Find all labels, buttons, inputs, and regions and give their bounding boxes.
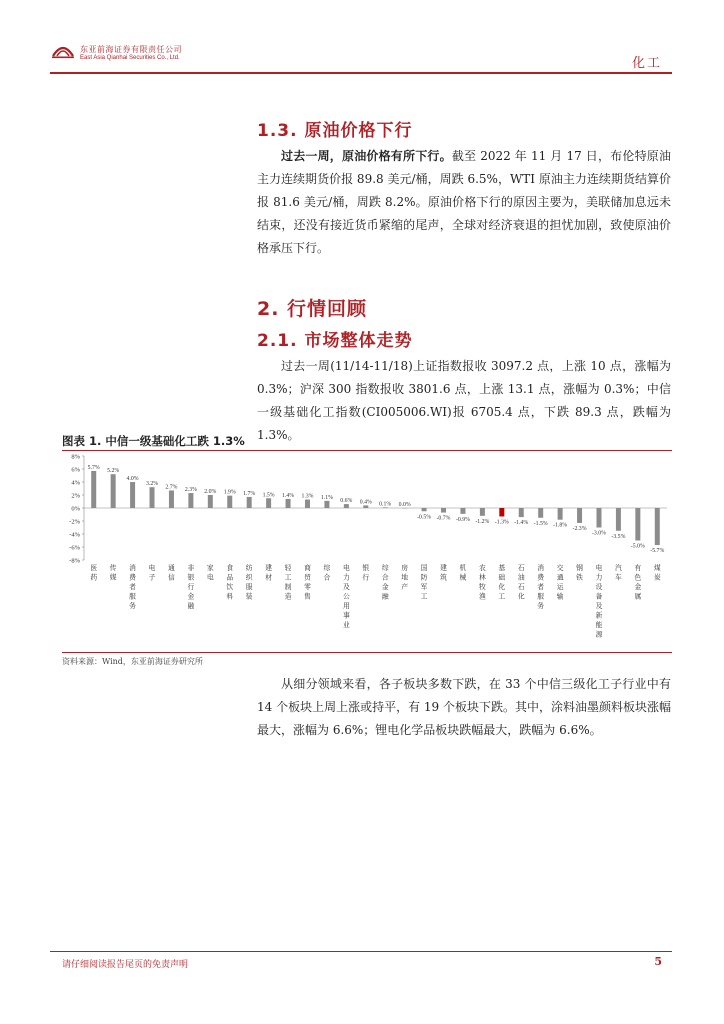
- data-label: 2.7%: [165, 484, 178, 491]
- data-label: 3.2%: [145, 481, 159, 488]
- section-1-3-lead: 过去一周，原油价格有所下行。: [281, 149, 452, 163]
- data-label: 2.0%: [204, 489, 217, 495]
- category-label: 农林牧渔: [478, 565, 486, 601]
- data-label: -5.0%: [630, 543, 645, 550]
- section-2-heading: 2. 行情回顾: [257, 298, 368, 320]
- data-label: 5.7%: [87, 464, 100, 471]
- data-label: -0.7%: [436, 515, 451, 522]
- category-label: 纺织服装: [245, 565, 253, 601]
- data-label: -3.5%: [611, 533, 626, 540]
- y-tick-label: -8%: [69, 557, 80, 565]
- data-label: 0.1%: [379, 501, 392, 508]
- bar-7: [227, 496, 232, 508]
- category-label: 国防军工: [420, 565, 428, 601]
- section-1-3-body: 截至 2022 年 11 月 17 日，布伦特原油主力连续期货价报 89.8 美元/桶，周跌 6.5%，WTI 原油主力连续期货结算价报 81.6 美元/桶，周跌 8.2%。原油价格下行的原因主要为，美联储加息远未结束，还没有接近货币紧缩的尾声，全球对经济衰退的担忧加剧，致使原油价格承压下行。: [257, 149, 671, 255]
- bar-28: [635, 508, 640, 541]
- category-label: 商贸零售: [304, 565, 311, 601]
- page-number: 5: [654, 955, 662, 968]
- bar-4: [169, 490, 174, 508]
- category-label: 综合金融: [381, 565, 389, 601]
- bar-26: [596, 508, 601, 528]
- category-label: 非银行金融: [187, 565, 195, 610]
- bar-0: [91, 471, 96, 508]
- data-label: 0.4%: [359, 499, 372, 506]
- data-label: 0.6%: [340, 498, 353, 505]
- category-label: 食品饮料: [226, 565, 234, 601]
- category-label: 家电: [206, 565, 214, 582]
- y-tick-label: 4%: [71, 479, 80, 487]
- bar-14: [363, 505, 368, 508]
- category-label: 有色金属: [634, 565, 642, 601]
- page-header: [0, 0, 724, 80]
- data-label: 0.0%: [398, 502, 411, 508]
- category-label: 机械: [459, 565, 467, 582]
- section-2-1-heading: 2.1. 市场整体走势: [257, 331, 413, 351]
- data-label: 1.9%: [223, 489, 236, 496]
- company-name-en: East Asia Qianhai Securities Co., Ltd.: [80, 55, 180, 61]
- bar-15: [383, 507, 388, 508]
- data-label: 1.5%: [262, 492, 275, 499]
- category-label: 传媒: [109, 565, 117, 582]
- footer-disclaimer: 请仔细阅读报告尾页的免责声明: [62, 960, 189, 970]
- data-label: -0.9%: [455, 516, 470, 523]
- data-label: -5.7%: [650, 548, 665, 555]
- category-label: 建筑: [440, 565, 447, 582]
- category-label: 医药: [90, 565, 98, 582]
- data-label: 1.4%: [282, 492, 295, 499]
- bar-9: [266, 498, 271, 508]
- figure-source: 资料来源：Wind，东亚前海证券研究所: [62, 657, 203, 666]
- category-label: 通信: [168, 565, 175, 582]
- category-label: 建材: [265, 565, 273, 582]
- y-tick-label: -6%: [69, 544, 80, 552]
- industry-label: 化工: [631, 56, 662, 71]
- footer-rule: [50, 951, 672, 952]
- data-label: -2.3%: [572, 525, 587, 532]
- header-rule: [50, 72, 672, 74]
- bar-chart: [62, 452, 672, 650]
- y-tick-label: 0%: [71, 505, 80, 513]
- category-label: 汽车: [615, 565, 622, 582]
- y-tick-label: -2%: [69, 518, 80, 526]
- bar-24: [558, 508, 563, 520]
- figure-title: 图表 1. 中信一级基础化工跌 1.3%: [62, 434, 245, 448]
- category-label: 房地产: [401, 565, 409, 591]
- category-label: 电力设备及新能源: [595, 565, 603, 639]
- category-label: 石油石化: [517, 565, 525, 601]
- data-label: 1.3%: [301, 493, 314, 500]
- data-label: -1.4%: [514, 520, 529, 527]
- bar-27: [616, 508, 621, 531]
- figure-top-rule: [62, 450, 672, 451]
- section-1-3-paragraph: [257, 145, 671, 260]
- bar-22: [519, 508, 524, 517]
- category-label: 钢铁: [576, 565, 583, 582]
- category-label: 煤炭: [653, 565, 661, 582]
- bar-23: [538, 508, 543, 518]
- category-label: 消费者服务: [537, 565, 545, 610]
- data-label: -3.0%: [591, 530, 606, 537]
- data-label: -1.2%: [475, 518, 490, 525]
- y-tick-label: 8%: [71, 453, 80, 461]
- category-label: 基础化工: [498, 565, 506, 601]
- data-label: 1.7%: [243, 490, 256, 497]
- category-label: 交通运输: [556, 565, 564, 601]
- bar-8: [247, 497, 252, 508]
- category-label: 银行: [362, 565, 370, 582]
- data-label: -1.8%: [553, 522, 568, 529]
- bar-2: [130, 482, 135, 508]
- figure-bottom-rule: [62, 652, 672, 653]
- bar-1: [111, 474, 116, 508]
- section-2-1-paragraph: 过去一周(11/14-11/18)上证指数报收 3097.2 点，上涨 10 点，涨幅为 0.3%；沪深 300 指数报收 3801.6 点，上涨 13.1 点，涨幅为 0.3%；中信一级基础化工指数(CI005006.WI)报 6705.4 点，下跌 89.3 点，跌幅为 1.3%。: [257, 359, 671, 442]
- bar-29: [655, 508, 660, 545]
- bar-11: [305, 500, 310, 508]
- bar-5: [188, 493, 193, 508]
- y-tick-label: 6%: [71, 466, 80, 474]
- section-2-1-paragraph-2: 从细分领域来看，各子板块多数下跌，在 33 个中信三级化工子行业中有 14 个板块上周上涨或持平，有 19 个板块下跌。其中，涂料油墨颜料板块涨幅最大，涨幅为 6.6%；锂电化学品板块跌幅最大，跌幅为 6.6%。: [257, 677, 671, 737]
- company-name-cn: 东亚前海证券有限责任公司: [80, 45, 182, 54]
- y-tick-label: -4%: [69, 531, 80, 539]
- data-label: 5.2%: [107, 468, 120, 475]
- bar-12: [324, 501, 329, 508]
- data-label: 2.3%: [184, 487, 197, 494]
- section-1-3-heading: 1.3. 原油价格下行: [257, 121, 413, 141]
- category-label: 消费者服务: [129, 565, 136, 610]
- bar-3: [150, 487, 155, 508]
- bar-17: [422, 508, 427, 511]
- y-tick-label: 2%: [71, 492, 80, 500]
- bar-20: [480, 508, 485, 516]
- data-label: -1.3%: [494, 519, 509, 526]
- category-label: 综合: [323, 565, 331, 582]
- category-label: 电子: [148, 565, 156, 582]
- data-label: -0.5%: [417, 514, 432, 521]
- bar-6: [208, 495, 213, 508]
- category-label: 电力及公用事业: [342, 565, 350, 629]
- bar-19: [460, 508, 465, 514]
- bar-10: [286, 499, 291, 508]
- data-label: 1.1%: [320, 494, 333, 501]
- bar-13: [344, 504, 349, 508]
- bar-18: [441, 508, 446, 513]
- data-label: 4.0%: [126, 476, 139, 482]
- bar-25: [577, 508, 582, 523]
- bar-chart-svg: [62, 452, 672, 650]
- bar-21: [499, 508, 504, 516]
- company-logo-icon: [50, 42, 76, 60]
- data-label: -1.5%: [533, 520, 548, 527]
- category-label: 轻工制造: [284, 565, 292, 601]
